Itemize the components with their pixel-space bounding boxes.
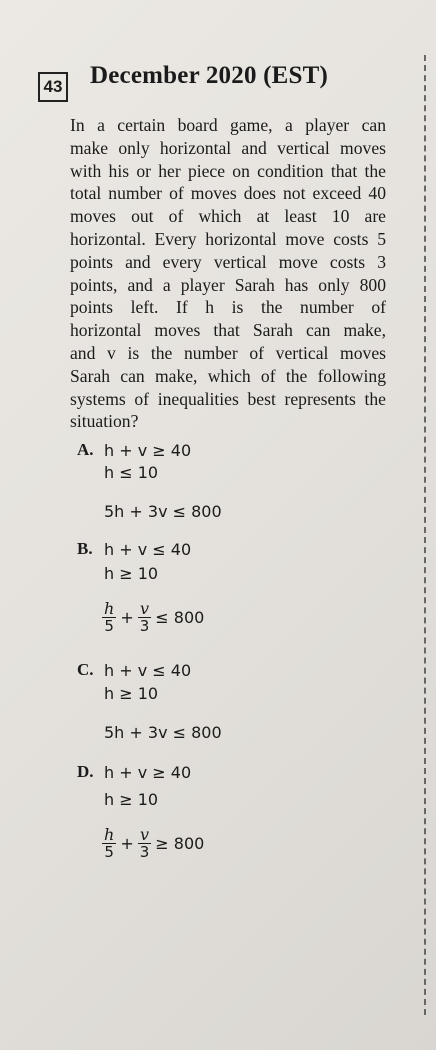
stem-line: horizontal moves that Sarah can make, bbox=[70, 320, 386, 341]
option-a-inequality-2: h ≤ 10 bbox=[104, 463, 159, 482]
fraction-numerator: v bbox=[139, 825, 150, 844]
fraction-v-over-3 bbox=[138, 826, 152, 861]
option-a-inequality-3: 5h + 3v ≤ 800 bbox=[104, 502, 222, 521]
option-d-inequality-1: h + v ≥ 40 bbox=[104, 763, 192, 782]
question-number-box: 43 bbox=[38, 72, 68, 102]
plus-sign: + bbox=[120, 608, 134, 627]
stem-line: horizontal. Every horizontal move costs 5 bbox=[70, 228, 386, 249]
fraction-denominator: 3 bbox=[139, 617, 150, 635]
inequality-tail: ≤ 800 bbox=[155, 608, 205, 627]
option-a-inequality-1: h + v ≥ 40 bbox=[104, 441, 192, 460]
stem-line: Sarah can make, which of the following bbox=[70, 365, 386, 386]
stem-line: points, and a player Sarah has only 800 bbox=[70, 274, 386, 295]
option-d-letter[interactable]: D. bbox=[77, 762, 94, 781]
plus-sign: + bbox=[120, 834, 134, 853]
option-c-inequality-2: h ≥ 10 bbox=[104, 684, 159, 703]
stem-line: total number of moves does not exceed 40 bbox=[70, 183, 386, 204]
stem-line: make only horizontal and vertical moves bbox=[70, 137, 386, 158]
fraction-denominator: 5 bbox=[104, 617, 114, 635]
fraction-denominator: 3 bbox=[139, 843, 150, 861]
option-b-inequality-3 bbox=[100, 600, 206, 635]
stem-line: points and every vertical move costs 3 bbox=[70, 251, 386, 272]
stem-line: moves out of which at least 10 are bbox=[70, 206, 386, 227]
fraction-denominator: 5 bbox=[104, 843, 114, 861]
option-c-letter[interactable]: C. bbox=[77, 660, 94, 679]
question-source-title: December 2020 (EST) bbox=[90, 62, 329, 89]
fraction-h-over-5 bbox=[102, 600, 116, 635]
option-c-inequality-1: h + v ≤ 40 bbox=[104, 661, 192, 680]
option-b-inequality-1: h + v ≤ 40 bbox=[104, 540, 192, 559]
option-c-inequality-3: 5h + 3v ≤ 800 bbox=[104, 723, 222, 742]
option-b-letter[interactable]: B. bbox=[77, 539, 93, 558]
option-b-inequality-2: h ≥ 10 bbox=[104, 564, 159, 583]
fraction-numerator: h bbox=[104, 599, 115, 618]
stem-line: with his or her piece on condition that the bbox=[70, 160, 386, 181]
stem-line: points left. If h is the number of bbox=[70, 297, 386, 318]
option-d-inequality-3 bbox=[100, 826, 206, 861]
stem-line: situation? bbox=[70, 411, 139, 432]
fraction-numerator: v bbox=[139, 599, 150, 618]
stem-line: In a certain board game, a player can bbox=[70, 115, 386, 135]
stem-line: and v is the number of vertical moves bbox=[70, 342, 386, 363]
fraction-h-over-5 bbox=[102, 826, 116, 861]
inequality-tail: ≥ 800 bbox=[155, 834, 205, 853]
option-a-letter[interactable]: A. bbox=[77, 440, 94, 459]
question-stem bbox=[70, 114, 386, 433]
option-d-inequality-2: h ≥ 10 bbox=[104, 790, 159, 809]
page-edge-dashed-line bbox=[424, 55, 426, 1015]
fraction-v-over-3 bbox=[138, 600, 152, 635]
fraction-numerator: h bbox=[104, 825, 115, 844]
stem-line: systems of inequalities best represents the bbox=[70, 388, 386, 409]
